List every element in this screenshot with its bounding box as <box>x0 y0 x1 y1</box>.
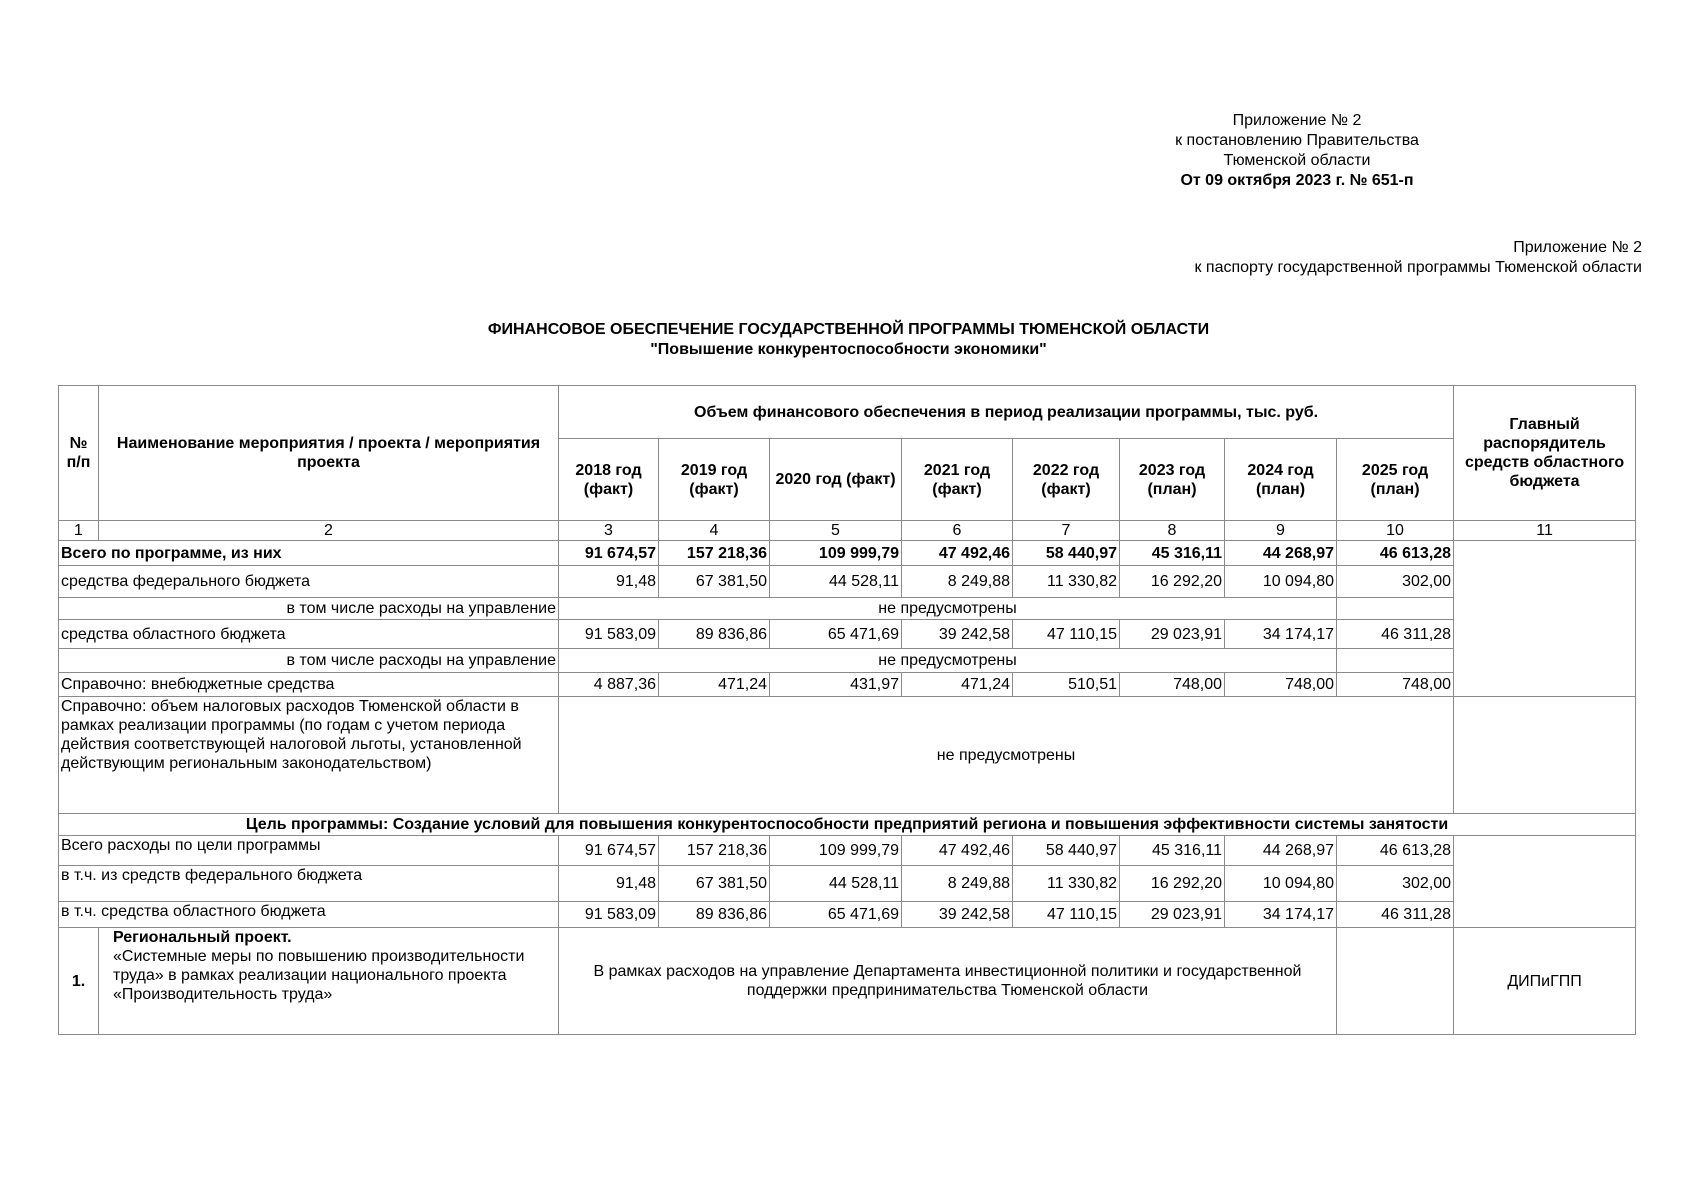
value-cell: 16 292,20 <box>1120 566 1225 598</box>
table-row-goal-regional <box>59 902 1636 928</box>
value-cell: 47 110,15 <box>1013 902 1120 928</box>
header-year: 2024 год (план) <box>1225 439 1337 521</box>
value-cell: 302,00 <box>1337 566 1454 598</box>
row-label: в т.ч. из средств федерального бюджета <box>59 866 559 902</box>
header-year: 2022 год (факт) <box>1013 439 1120 521</box>
value-cell: 8 249,88 <box>902 566 1013 598</box>
title-line: ФИНАНСОВОЕ ОБЕСПЕЧЕНИЕ ГОСУДАРСТВЕННОЙ ПРОГРАММЫ ТЮМЕНСКОЙ ОБЛАСТИ <box>487 321 1210 338</box>
passport-appendix-line: к паспорту государственной программы Тюменской области <box>1194 259 1642 276</box>
value-cell: 46 613,28 <box>1337 836 1454 866</box>
project-manager: ДИПиГПП <box>1454 928 1636 1035</box>
value-cell: 748,00 <box>1337 673 1454 697</box>
column-number: 9 <box>1225 521 1337 541</box>
passport-appendix-line: Приложение № 2 <box>1513 239 1642 256</box>
manager-cell-empty <box>1454 836 1636 928</box>
table-row-goal <box>59 814 1636 836</box>
header-num: № п/п <box>59 386 99 521</box>
appendix-header-line: к постановлению Правительства <box>1175 132 1419 149</box>
table-header-row <box>59 386 1636 439</box>
value-cell: 109 999,79 <box>770 836 902 866</box>
table-row-regional-mgmt <box>59 649 1636 673</box>
value-cell: 67 381,50 <box>659 566 770 598</box>
column-number: 2 <box>99 521 559 541</box>
financing-table <box>58 385 1636 1035</box>
value-cell: 65 471,69 <box>770 620 902 649</box>
value-cell: 47 492,46 <box>902 541 1013 566</box>
passport-appendix-header <box>1194 238 1642 278</box>
row-label: Справочно: внебюджетные средства <box>59 673 559 697</box>
project-number: 1. <box>59 928 99 1035</box>
project-title: Региональный проект. <box>113 929 292 946</box>
value-cell: 46 311,28 <box>1337 902 1454 928</box>
table-row-federal <box>59 566 1636 598</box>
value-cell: 91 674,57 <box>559 836 659 866</box>
value-cell: 44 268,97 <box>1225 836 1337 866</box>
project-note: В рамках расходов на управление Департамента инвестиционной политики и государственной поддержки предпринимательства Тюменской области <box>559 928 1337 1035</box>
column-number: 5 <box>770 521 902 541</box>
table-row-goal-total <box>59 836 1636 866</box>
column-number: 7 <box>1013 521 1120 541</box>
column-number: 10 <box>1337 521 1454 541</box>
project-name-cell <box>99 928 559 1035</box>
value-cell: 89 836,86 <box>659 620 770 649</box>
value-cell: 431,97 <box>770 673 902 697</box>
value-cell: 45 316,11 <box>1120 541 1225 566</box>
column-number: 4 <box>659 521 770 541</box>
row-label: Справочно: объем налоговых расходов Тюменской области в рамках реализации программы (по годам с учетом периода действия соответствующей налоговой льготы, установленной действующим региональным законодательством) <box>59 697 559 814</box>
not-provided-cell: не предусмотрены <box>559 598 1337 620</box>
column-numbers-row <box>59 521 1636 541</box>
empty-cell <box>1337 928 1454 1035</box>
value-cell: 58 440,97 <box>1013 836 1120 866</box>
value-cell: 11 330,82 <box>1013 566 1120 598</box>
value-cell: 16 292,20 <box>1120 866 1225 902</box>
value-cell: 109 999,79 <box>770 541 902 566</box>
row-label: средства федерального бюджета <box>59 566 559 598</box>
header-manager: Главный распорядитель средств областного бюджета <box>1454 386 1636 521</box>
not-provided-cell: не предусмотрены <box>559 697 1454 814</box>
table-row-tax <box>59 697 1636 814</box>
program-name: "Повышение конкурентоспособности экономики" <box>650 341 1047 358</box>
value-cell: 91 583,09 <box>559 902 659 928</box>
resolution-date: От 09 октября 2023 г. № 651-п <box>1180 172 1414 189</box>
value-cell: 302,00 <box>1337 866 1454 902</box>
value-cell: 91 674,57 <box>559 541 659 566</box>
value-cell: 29 023,91 <box>1120 902 1225 928</box>
program-goal: Цель программы: Создание условий для повышения конкурентоспособности предприятий региона и повышения эффективности системы занятости <box>59 814 1636 836</box>
value-cell: 46 311,28 <box>1337 620 1454 649</box>
header-year: 2023 год (план) <box>1120 439 1225 521</box>
project-description: «Системные меры по повышению производительности труда» в рамках реализации национального проекта «Производительность труда» <box>113 948 525 1003</box>
table-row-project <box>59 928 1636 1035</box>
manager-cell-empty <box>1454 541 1636 697</box>
value-cell: 39 242,58 <box>902 902 1013 928</box>
appendix-header-line: Тюменской области <box>1223 152 1371 169</box>
value-cell: 67 381,50 <box>659 866 770 902</box>
value-cell: 65 471,69 <box>770 902 902 928</box>
value-cell: 47 110,15 <box>1013 620 1120 649</box>
column-number: 1 <box>59 521 99 541</box>
empty-cell <box>1337 649 1454 673</box>
row-label: Всего по программе, из них <box>59 541 559 566</box>
value-cell: 10 094,80 <box>1225 866 1337 902</box>
value-cell: 39 242,58 <box>902 620 1013 649</box>
header-year: 2018 год (факт) <box>559 439 659 521</box>
row-label: Всего расходы по цели программы <box>59 836 559 866</box>
value-cell: 46 613,28 <box>1337 541 1454 566</box>
table-row-total <box>59 541 1636 566</box>
value-cell: 44 528,11 <box>770 866 902 902</box>
value-cell: 45 316,11 <box>1120 836 1225 866</box>
value-cell: 8 249,88 <box>902 866 1013 902</box>
row-label: средства областного бюджета <box>59 620 559 649</box>
table-row-goal-federal <box>59 866 1636 902</box>
value-cell: 44 528,11 <box>770 566 902 598</box>
value-cell: 471,24 <box>659 673 770 697</box>
value-cell: 89 836,86 <box>659 902 770 928</box>
value-cell: 34 174,17 <box>1225 620 1337 649</box>
header-year: 2020 год (факт) <box>770 439 902 521</box>
value-cell: 748,00 <box>1120 673 1225 697</box>
value-cell: 29 023,91 <box>1120 620 1225 649</box>
value-cell: 510,51 <box>1013 673 1120 697</box>
column-number: 6 <box>902 521 1013 541</box>
value-cell: 34 174,17 <box>1225 902 1337 928</box>
appendix-header-line: Приложение № 2 <box>1232 112 1362 129</box>
row-label: в том числе расходы на управление <box>59 649 559 673</box>
table-row-regional <box>59 620 1636 649</box>
table-row-federal-mgmt <box>59 598 1636 620</box>
header-year: 2025 год (план) <box>1337 439 1454 521</box>
value-cell: 47 492,46 <box>902 836 1013 866</box>
table-row-offbudget <box>59 673 1636 697</box>
row-label: в т.ч. средства областного бюджета <box>59 902 559 928</box>
appendix-header <box>1147 111 1447 191</box>
value-cell: 157 218,36 <box>659 836 770 866</box>
header-year: 2021 год (факт) <box>902 439 1013 521</box>
value-cell: 58 440,97 <box>1013 541 1120 566</box>
not-provided-cell: не предусмотрены <box>559 649 1337 673</box>
header-year: 2019 год (факт) <box>659 439 770 521</box>
header-name: Наименование мероприятия / проекта / мероприятия проекта <box>99 386 559 521</box>
value-cell: 91,48 <box>559 866 659 902</box>
column-number: 11 <box>1454 521 1636 541</box>
empty-cell <box>1337 598 1454 620</box>
value-cell: 748,00 <box>1225 673 1337 697</box>
column-number: 8 <box>1120 521 1225 541</box>
value-cell: 91 583,09 <box>559 620 659 649</box>
empty-cell <box>1454 697 1636 814</box>
value-cell: 4 887,36 <box>559 673 659 697</box>
document-title <box>0 320 1697 360</box>
value-cell: 471,24 <box>902 673 1013 697</box>
value-cell: 157 218,36 <box>659 541 770 566</box>
value-cell: 91,48 <box>559 566 659 598</box>
value-cell: 10 094,80 <box>1225 566 1337 598</box>
header-volume: Объем финансового обеспечения в период реализации программы, тыс. руб. <box>559 386 1454 439</box>
column-number: 3 <box>559 521 659 541</box>
row-label: в том числе расходы на управление <box>59 598 559 620</box>
value-cell: 44 268,97 <box>1225 541 1337 566</box>
value-cell: 11 330,82 <box>1013 866 1120 902</box>
